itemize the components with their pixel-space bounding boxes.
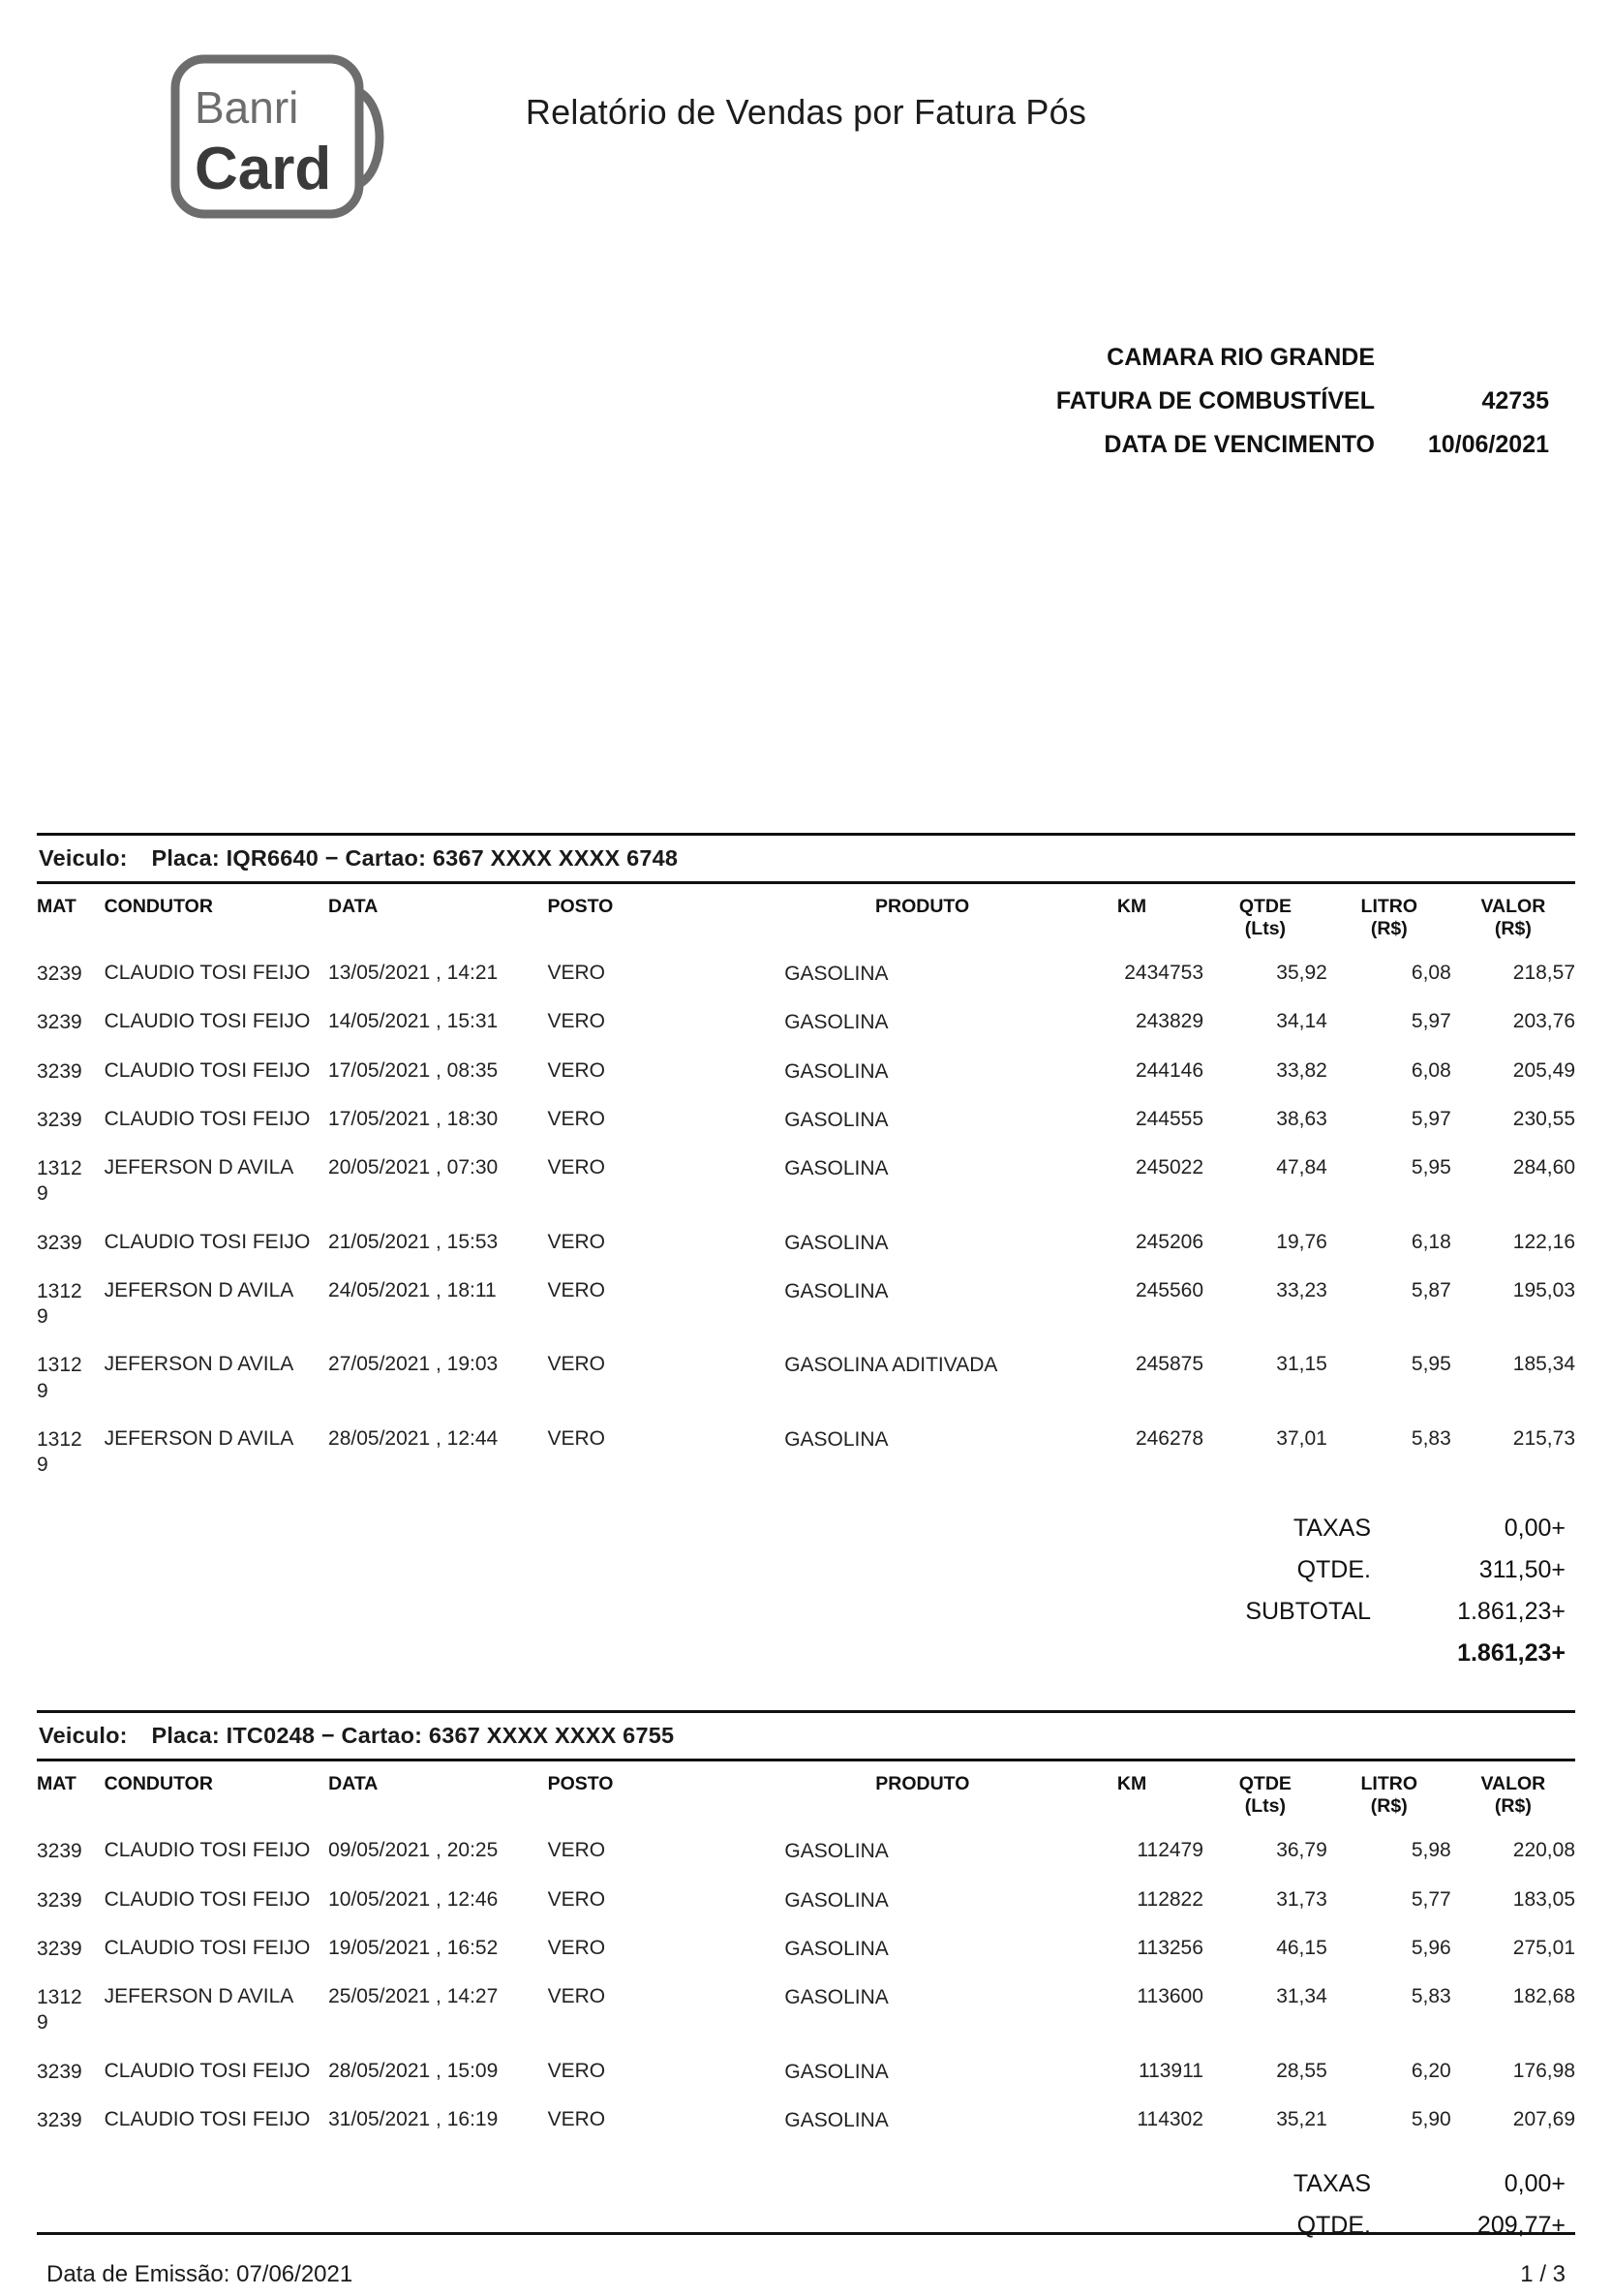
table-row [37, 1268, 1575, 1342]
row-produto [784, 2097, 1060, 2145]
row-mat [37, 1219, 105, 1268]
row-data: 17/05/2021 , 18:30 [328, 1107, 499, 1130]
row-qtde: 31,73 [1276, 1887, 1327, 1911]
row-data: 27/05/2021 , 19:03 [328, 1353, 499, 1376]
row-data: 21/05/2021 , 15:53 [328, 1230, 499, 1253]
table-row [37, 1925, 1575, 1974]
row-km: 245022 [1135, 1156, 1204, 1179]
row-data: 09/05/2021 , 20:25 [328, 1839, 499, 1862]
table-row [37, 1974, 1575, 2048]
row-qtde: 33,82 [1276, 1058, 1327, 1082]
col-km: KM [1116, 1773, 1147, 1795]
page-header [0, 0, 1612, 291]
row-qtde: 33,23 [1276, 1278, 1327, 1301]
table-row [37, 1145, 1575, 1219]
row-mat-value: 3239 [37, 1231, 82, 1254]
row-posto: VERO [547, 1985, 606, 2007]
table-row [37, 1096, 1575, 1145]
row-valor: 230,55 [1512, 1107, 1575, 1130]
row-produto [784, 1416, 1060, 1490]
row-mat-value: 13129 [37, 1427, 82, 1476]
table-header-row [37, 884, 1575, 950]
row-produto-value: GASOLINA [784, 1157, 889, 1179]
row-valor: 275,01 [1512, 1936, 1575, 1959]
row-qtde: 46,15 [1276, 1936, 1327, 1959]
row-produto-value: GASOLINA [784, 1108, 889, 1131]
col-produto: PRODUTO [875, 1773, 970, 1795]
row-mat [37, 1145, 105, 1219]
col-mat: MAT [37, 1773, 76, 1795]
col-litro [1327, 884, 1451, 950]
total-label: QTDE. [1296, 2212, 1371, 2239]
row-valor: 284,60 [1512, 1156, 1575, 1179]
row-data: 20/05/2021 , 07:30 [328, 1156, 499, 1179]
row-posto: VERO [547, 1107, 605, 1130]
row-posto: VERO [547, 1887, 606, 1911]
row-mat [37, 998, 105, 1047]
footer-rule [37, 2232, 1575, 2235]
col-litro-sub: (R$) [1370, 1795, 1408, 1818]
row-produto [784, 1219, 1060, 1268]
row-condutor: CLAUDIO TOSI FEIJO [104, 2107, 311, 2130]
row-km: 2434753 [1124, 962, 1204, 984]
col-condutor: CONDUTOR [104, 896, 213, 917]
row-posto: VERO [547, 1353, 605, 1376]
row-litro: 5,95 [1411, 1156, 1451, 1179]
col-qtde-sub: (Lts) [1244, 918, 1287, 939]
total-label: QTDE. [1296, 1556, 1371, 1584]
row-posto: VERO [547, 1426, 605, 1450]
page-title: Relatório de Vendas por Fatura Pós [525, 92, 1087, 132]
page-number: 1 / 3 [1520, 2261, 1566, 2287]
row-condutor: CLAUDIO TOSI FEIJO [104, 1230, 311, 1253]
row-km: 245875 [1135, 1353, 1204, 1376]
total-value: 1.861,23+ [1457, 1598, 1566, 1626]
row-mat [37, 1974, 105, 2048]
total-value: 311,50+ [1478, 1556, 1566, 1584]
row-produto-value: GASOLINA [784, 963, 889, 985]
row-km: 244146 [1135, 1058, 1204, 1082]
col-valor [1451, 884, 1575, 950]
row-litro: 5,90 [1411, 2107, 1451, 2130]
row-valor: 183,05 [1512, 1887, 1575, 1911]
col-condutor: CONDUTOR [104, 1773, 213, 1795]
col-qtde [1203, 884, 1327, 950]
row-valor: 122,16 [1512, 1230, 1575, 1253]
row-produto [784, 1048, 1060, 1096]
col-litro-main: LITRO [1360, 1773, 1417, 1795]
row-valor: 182,68 [1512, 1985, 1575, 2007]
total-value: 209,77+ [1476, 2212, 1566, 2239]
row-posto: VERO [547, 1839, 606, 1862]
transactions-table [37, 1761, 1575, 2145]
row-mat-value: 13129 [37, 1986, 82, 2035]
row-litro: 6,08 [1411, 962, 1451, 984]
row-mat-value: 3239 [37, 1840, 82, 1863]
row-produto-value: GASOLINA [784, 1059, 889, 1083]
vehicle-section [37, 833, 1575, 1668]
row-mat [37, 1096, 105, 1145]
row-data: 28/05/2021 , 15:09 [328, 2059, 499, 2082]
row-qtde: 37,01 [1276, 1426, 1327, 1450]
row-data: 19/05/2021 , 16:52 [328, 1936, 499, 1959]
row-km: 112822 [1137, 1887, 1203, 1911]
row-litro: 5,87 [1411, 1278, 1451, 1301]
row-mat-value: 13129 [37, 1279, 82, 1328]
row-km: 244555 [1135, 1107, 1204, 1130]
row-data: 28/05/2021 , 12:44 [328, 1426, 499, 1450]
row-produto-value: GASOLINA [784, 2108, 889, 2131]
row-condutor: JEFERSON D AVILA [104, 1426, 294, 1450]
row-valor: 205,49 [1512, 1058, 1575, 1082]
row-condutor: JEFERSON D AVILA [104, 1985, 294, 2007]
col-litro-sub: (R$) [1370, 918, 1408, 939]
row-condutor: CLAUDIO TOSI FEIJO [104, 1107, 311, 1130]
table-row [37, 2097, 1575, 2145]
row-produto-value: GASOLINA [784, 2060, 889, 2083]
vencimento-label: DATA DE VENCIMENTO [1104, 431, 1375, 458]
row-mat-value: 13129 [37, 1354, 82, 1402]
table-row [37, 1827, 1575, 1876]
row-qtde: 47,84 [1276, 1156, 1327, 1179]
row-mat-value: 3239 [37, 2108, 82, 2131]
row-litro: 5,98 [1411, 1839, 1451, 1862]
row-litro: 5,97 [1411, 1010, 1451, 1033]
col-valor-main: VALOR [1480, 1773, 1546, 1795]
row-litro: 6,20 [1411, 2059, 1451, 2082]
vehicle-label: Veiculo: [39, 845, 128, 871]
row-produto [784, 998, 1060, 1047]
row-produto [784, 1341, 1060, 1416]
row-produto-value: GASOLINA [784, 1011, 889, 1034]
table-body-2 [37, 1827, 1575, 2145]
table-row [37, 1341, 1575, 1416]
row-litro: 5,95 [1411, 1353, 1451, 1376]
table-row [37, 1877, 1575, 1925]
col-valor-sub: (R$) [1494, 1795, 1532, 1818]
emission-date: Data de Emissão: 07/06/2021 [46, 2261, 353, 2287]
table-row [37, 2048, 1575, 2097]
row-mat [37, 1827, 105, 1876]
vehicle-info: Placa: ITC0248 − Cartao: 6367 XXXX XXXX 6755 [151, 1723, 675, 1749]
row-litro: 5,96 [1411, 1936, 1451, 1959]
row-posto: VERO [547, 1156, 605, 1179]
page-footer [46, 2261, 1566, 2288]
row-produto-value: GASOLINA [784, 1840, 889, 1863]
row-mat [37, 1341, 105, 1416]
row-posto: VERO [547, 1010, 605, 1033]
row-posto: VERO [547, 962, 605, 984]
total-row [37, 2170, 1575, 2198]
vehicle-section [37, 1710, 1575, 2240]
row-data: 31/05/2021 , 16:19 [328, 2107, 499, 2130]
col-valor-main: VALOR [1480, 896, 1546, 917]
row-litro: 5,83 [1411, 1426, 1451, 1450]
row-data: 25/05/2021 , 14:27 [328, 1985, 499, 2007]
row-mat-value: 3239 [37, 1937, 82, 1960]
row-mat [37, 1268, 105, 1342]
row-condutor: CLAUDIO TOSI FEIJO [104, 1936, 311, 1959]
vehicle-label: Veiculo: [39, 1723, 128, 1749]
row-posto: VERO [547, 1230, 605, 1253]
row-condutor: CLAUDIO TOSI FEIJO [104, 1839, 311, 1862]
row-produto [784, 1145, 1060, 1219]
total-label: SUBTOTAL [1245, 1598, 1371, 1626]
row-mat [37, 950, 105, 998]
row-qtde: 28,55 [1276, 2059, 1327, 2082]
table-row [37, 1416, 1575, 1490]
row-km: 246278 [1135, 1426, 1204, 1450]
row-valor: 185,34 [1512, 1353, 1575, 1376]
total-value: 0,00+ [1504, 1515, 1566, 1543]
row-condutor: CLAUDIO TOSI FEIJO [104, 962, 311, 984]
row-data: 13/05/2021 , 14:21 [328, 962, 499, 984]
col-qtde-main: QTDE [1238, 1773, 1292, 1795]
row-litro: 5,97 [1411, 1107, 1451, 1130]
col-qtde-main: QTDE [1238, 896, 1292, 917]
total-label: TAXAS [1293, 1515, 1371, 1543]
vencimento-value: 10/06/2021 [1427, 431, 1549, 458]
row-km: 243829 [1135, 1010, 1204, 1033]
row-qtde: 35,92 [1276, 962, 1327, 984]
fatura-number: 42735 [1481, 387, 1549, 414]
row-km: 113256 [1137, 1936, 1203, 1959]
row-posto: VERO [547, 1936, 606, 1959]
row-produto-value: GASOLINA [784, 1937, 889, 1960]
total-row [37, 1515, 1575, 1543]
row-mat [37, 1416, 105, 1490]
col-data: DATA [328, 896, 379, 917]
col-posto: POSTO [547, 896, 614, 917]
row-produto [784, 1827, 1060, 1876]
table-row [37, 950, 1575, 998]
row-qtde: 34,14 [1276, 1010, 1327, 1033]
row-condutor: CLAUDIO TOSI FEIJO [104, 1887, 311, 1911]
row-valor: 203,76 [1512, 1010, 1575, 1033]
row-mat-value: 3239 [37, 1108, 82, 1131]
row-condutor: JEFERSON D AVILA [104, 1278, 294, 1301]
row-litro: 5,77 [1411, 1887, 1451, 1911]
row-produto-value: GASOLINA ADITIVADA [784, 1354, 998, 1377]
row-condutor: JEFERSON D AVILA [104, 1353, 294, 1376]
row-km: 113911 [1138, 2059, 1203, 2082]
client-name: CAMARA RIO GRANDE [1107, 344, 1375, 371]
row-produto [784, 2048, 1060, 2097]
row-mat-value: 3239 [37, 963, 82, 985]
row-valor: 176,98 [1512, 2059, 1575, 2082]
row-data: 10/05/2021 , 12:46 [328, 1887, 499, 1911]
row-produto [784, 1925, 1060, 1974]
total-row [37, 1598, 1575, 1626]
col-km: KM [1116, 896, 1147, 917]
invoice-meta [0, 344, 1549, 475]
col-qtde-sub: (Lts) [1244, 1795, 1286, 1818]
banricard-logo [169, 53, 407, 223]
col-posto: POSTO [547, 1773, 614, 1795]
row-produto [784, 1877, 1060, 1925]
row-produto [784, 1096, 1060, 1145]
vehicle-info: Placa: IQR6640 − Cartao: 6367 XXXX XXXX 6748 [151, 845, 679, 871]
vehicle-header [37, 1713, 1575, 1759]
total-label: TAXAS [1293, 2170, 1371, 2197]
col-mat: MAT [37, 896, 76, 917]
svg-text:Banri: Banri [195, 82, 299, 133]
row-km: 112479 [1137, 1839, 1203, 1862]
row-km: 245560 [1135, 1278, 1204, 1301]
row-valor: 218,57 [1512, 962, 1575, 984]
section-totals-2 [37, 2170, 1575, 2240]
row-produto-value: GASOLINA [784, 1231, 889, 1254]
row-posto: VERO [547, 1058, 605, 1082]
table-body-1 [37, 950, 1575, 1489]
row-data: 17/05/2021 , 08:35 [328, 1058, 499, 1082]
col-qtde [1203, 1761, 1327, 1827]
col-data: DATA [328, 1773, 379, 1795]
row-km: 113600 [1137, 1985, 1203, 2007]
total-row [37, 2212, 1575, 2240]
row-produto [784, 1974, 1060, 2048]
row-qtde: 36,79 [1276, 1839, 1327, 1862]
col-produto: PRODUTO [875, 896, 970, 917]
row-mat [37, 1877, 105, 1925]
row-mat-value: 3239 [37, 1059, 82, 1083]
row-mat-value: 13129 [37, 1157, 82, 1206]
row-litro: 5,83 [1411, 1985, 1451, 2007]
row-litro: 6,08 [1411, 1058, 1451, 1082]
row-mat-value: 3239 [37, 1888, 82, 1912]
row-mat-value: 3239 [37, 2060, 82, 2083]
row-qtde: 38,63 [1276, 1107, 1327, 1130]
row-valor: 215,73 [1512, 1426, 1575, 1450]
row-produto-value: GASOLINA [784, 1279, 889, 1302]
row-valor: 220,08 [1512, 1839, 1575, 1862]
row-posto: VERO [547, 1278, 605, 1301]
row-mat-value: 3239 [37, 1011, 82, 1034]
row-mat [37, 1925, 105, 1974]
fatura-label: FATURA DE COMBUSTÍVEL [1055, 387, 1375, 414]
row-produto [784, 950, 1060, 998]
vehicle-header [37, 836, 1575, 881]
table-row [37, 998, 1575, 1047]
row-km: 114302 [1137, 2107, 1203, 2130]
row-posto: VERO [547, 2059, 606, 2082]
row-produto-value: GASOLINA [784, 1986, 889, 2008]
col-litro-main: LITRO [1360, 896, 1418, 917]
row-qtde: 31,34 [1276, 1985, 1327, 2007]
table-row [37, 1048, 1575, 1096]
col-litro [1327, 1761, 1451, 1827]
total-value: 0,00+ [1504, 2170, 1566, 2197]
col-valor-sub: (R$) [1494, 918, 1532, 939]
row-qtde: 19,76 [1276, 1230, 1327, 1253]
table-header-row [37, 1761, 1575, 1827]
row-km: 245206 [1135, 1230, 1204, 1253]
row-condutor: CLAUDIO TOSI FEIJO [104, 2059, 311, 2082]
transactions-table [37, 884, 1575, 1489]
row-produto [784, 1268, 1060, 1342]
row-qtde: 35,21 [1276, 2107, 1327, 2130]
row-mat [37, 2097, 105, 2145]
row-mat [37, 2048, 105, 2097]
row-posto: VERO [547, 2107, 606, 2130]
svg-text:Card: Card [195, 136, 332, 202]
section-totals-1 [37, 1515, 1575, 1668]
row-condutor: CLAUDIO TOSI FEIJO [104, 1010, 311, 1033]
row-data: 24/05/2021 , 18:11 [328, 1278, 497, 1301]
row-valor: 195,03 [1512, 1278, 1575, 1301]
row-qtde: 31,15 [1276, 1353, 1327, 1376]
row-data: 14/05/2021 , 15:31 [328, 1010, 499, 1033]
table-row [37, 1219, 1575, 1268]
total-row [37, 1556, 1575, 1584]
row-produto-value: GASOLINA [784, 1888, 889, 1912]
row-condutor: CLAUDIO TOSI FEIJO [104, 1058, 311, 1082]
row-valor: 207,69 [1512, 2107, 1575, 2130]
row-produto-value: GASOLINA [784, 1427, 889, 1451]
total-row [37, 1639, 1575, 1668]
row-litro: 6,18 [1411, 1230, 1451, 1253]
row-mat [37, 1048, 105, 1096]
row-condutor: JEFERSON D AVILA [104, 1156, 294, 1179]
total-value: 1.861,23+ [1457, 1639, 1566, 1668]
col-valor [1451, 1761, 1575, 1827]
